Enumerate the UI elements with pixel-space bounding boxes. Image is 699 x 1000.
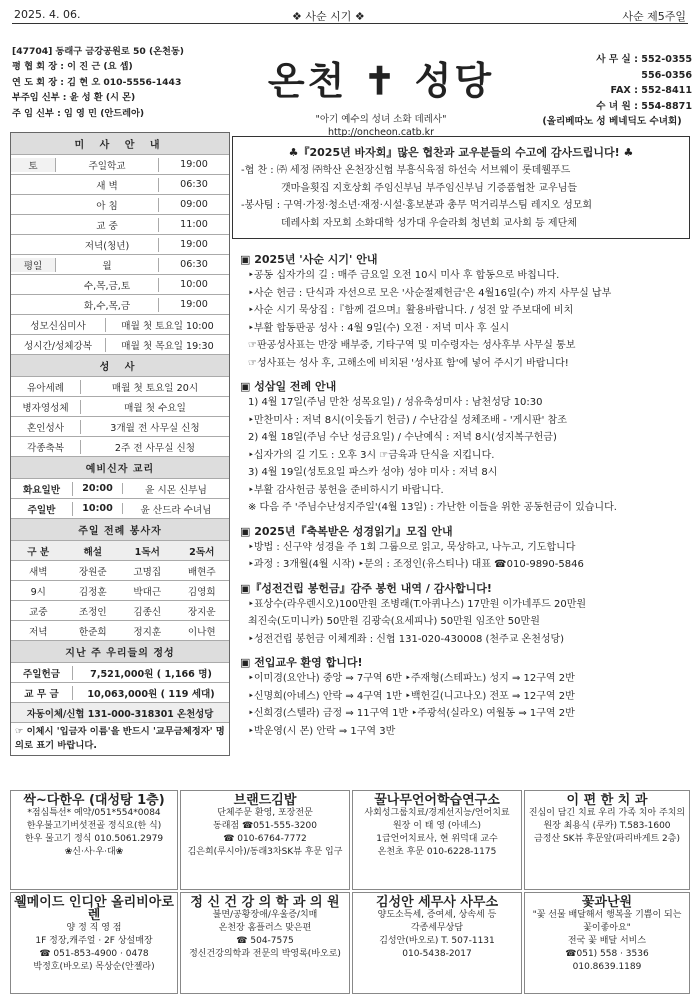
sacrament-name: 혼인성사 [11,420,81,434]
header-bar [12,4,688,24]
notice-line: ☞성사표는 성사 후, 고해소에 비치된 '성사표 함'에 넣어 주시기 바랍니다! [248,357,569,369]
offering-row [11,683,229,703]
notice-line: 1) 4월 17일(주님 만찬 성목요일) / 성유축성미사 : 남천성당 10:30 [248,397,543,408]
sacrament-name: 유아세례 [11,380,81,394]
mass-time: 11:00 [180,219,208,230]
thanks-line: -봉사팀 : 구역·가정·청소년·재정·시설·홍보분과 총무 먹거리부스팀 레지오 성모회 [241,200,593,211]
sacrament-row [11,397,229,417]
offering-label: 주일헌금 [11,666,73,680]
mass-name: 월 [56,258,159,272]
offering-label: 교 무 금 [11,686,73,700]
ad-line: 한우 물고기 정식 010.5061.2979 [24,834,164,844]
ad-title: 정 신 건 강 의 학 과 의 원 [190,895,340,910]
ad-line: 온천장 홈플러스 맞은편 [218,923,312,933]
servers-col-head: 해설 [83,546,103,558]
pastor: 주 임 신부 : 임 영 민 (안드레아) [12,107,145,119]
mass-time: 19:00 [180,239,208,250]
mass-row [11,295,229,315]
ad-line: 금정산 SK뷰 후문앞(파리바게트 2층) [534,834,680,844]
thanks-line: 데레사회 자모회 소화대학 성가대 우슬라회 청년회 교사회 등 제단체 [281,217,577,229]
thanks-line: -협 찬 : ㈜ 세정 ㈜학산 온천장신협 부흥식육점 하선숙 서브웨이 롯데웰푸드 [241,165,571,176]
thanks-line: 갯마을횟집 지호상회 주임신부님 부주임신부님 기증품협찬 교우님들 [281,182,578,194]
mass-time: 06:30 [180,259,208,270]
ad-line: 양 정 직 영 점 [66,923,122,933]
catechumen-row [11,479,229,499]
catechumen-class: 주일반 [11,502,73,516]
servers-header [11,541,229,561]
ad-line: 불면/공황장애/우울증/치매 [212,910,318,920]
ad-box [352,790,522,890]
ad-line: 김은희(루시아)/동래3차SK뷰 후문 입구 [187,847,343,857]
servers-cell: 교중 [28,606,48,618]
mass-title: 미 사 안 내 [11,133,229,155]
mass-day: 토 [11,158,56,172]
sacrament-value: 2주 전 사무실 신청 [114,442,196,454]
offering-value: 10,063,000원 ( 119 세대) [87,688,215,700]
ad-line: 사회성그룹치료/경계선지능/언어치료 [364,808,510,818]
mass-name: 새 벽 [56,178,159,192]
servers-cell: 고명집 [133,566,162,578]
notice-line: ‣신희경(스텔라) 금정 ⇒ 11구역 1반 ‣주광석(실라오) 여월동 ⇒ 1구역 2반 [248,708,575,719]
ad-line: 김성안(바오로) T. 507-1131 [379,936,495,946]
notice-line: ‣이미경(요안나) 중앙 ⇒ 7구역 6반 ‣주재형(스테파노) 성지 ⇒ 12구역 2반 [248,673,575,684]
mass-time: 06:30 [180,179,208,190]
notice-line: ‣과정 : 3개월(4월 시작) ‣문의 : 조정인(유스티나) 대표 ☎010-9890-5846 [248,559,584,570]
servers-title: 주일 전례 봉사자 [11,519,229,541]
notice-line: 3) 4월 19일(성토요일 파스카 성야) 성야 미사 : 저녁 8시 [248,467,498,478]
notice-section [240,523,686,574]
ad-box [180,790,350,890]
notice-title: ▣ 2025년 '사순 시기' 안내 [240,253,378,266]
office-phone: 사 무 실 : 552-0355 [596,54,692,65]
notice-line: ‣사순 헌금 : 단식과 자선으로 모은 '사순절제헌금'은 4월16일(수) 까지 사무실 납부 [248,287,612,299]
ad-line: 동래점 ☎051-555-3200 [213,821,317,831]
servers-row [11,621,229,641]
mass-name: 아 침 [56,198,159,212]
ad-title: 꿀나무언어학습연구소 [374,793,500,808]
mass-row [11,255,229,275]
ad-line: *점심특선* 예약/051*554*0084 [27,808,161,818]
ad-line: "꽃 선물 배달해서 행복을 기쁨이 되는 꽃이좋아요" [532,910,682,933]
chairman: 연 도 회 장 : 김 현 오 010-5556-1443 [12,76,182,88]
season-label: ❖ 사순 시기 ❖ [292,10,365,23]
sacrament-value: 3개월 전 사무실 신청 [110,422,200,434]
sacrament-name: 병자영성체 [11,400,81,414]
servers-cell: 김종신 [133,606,162,618]
servers-cell: 김영희 [187,586,216,598]
notice-line: ‣부활 감사헌금 봉헌을 준비하시기 바랍니다. [248,484,444,496]
ad-title: 웰메이드 인디안 올리비아로렌 [14,895,174,923]
mass-time: 10:00 [180,279,208,290]
ad-line: 단체주문 환영, 포장전문 [217,808,313,818]
ad-line: 각종세무상담 [410,923,464,933]
ad-line: ☎051) 558 · 3536 [565,949,649,959]
office-phone-2: 556-0356 [641,69,692,81]
sacrament-name: 각종축복 [11,440,81,454]
thanks-box [232,136,690,239]
catechumen-time: 20:00 [73,483,123,494]
ad-line: 010.8639.1189 [572,962,642,972]
sacrament-row [11,417,229,437]
ad-line: 양도소득세, 증여세, 상속세 등 [377,910,497,920]
ad-line: 원장 최용식 (루카) T.583-1600 [543,821,671,831]
schedule-panel [10,132,230,756]
ad-line: 한우불고기버섯전골 정식요(한 식) [26,821,162,831]
ad-line: 진심이 담긴 치료 우리 가족 치아 주치의 [528,808,686,818]
notice-line: ‣성전건립 봉헌금 이체계좌 : 신협 131-020-430008 (천주교 온천성당) [248,633,565,645]
convent-name: (올리베따노 성 베네딕도 수녀회) [542,116,682,128]
servers-cell: 배현주 [187,566,216,578]
servers-row [11,561,229,581]
catechumen-teacher: 윤 산드라 수녀님 [140,504,212,516]
address: [47704] 동래구 금강공원로 50 (온천동) [12,46,184,57]
servers-cell: 정지훈 [133,626,162,638]
servers-row [11,601,229,621]
ad-title: 김성안 세무사 사무소 [375,895,499,910]
ad-title: 싹~다한우 (대성탕 1층) [23,793,165,808]
offering-title: 지난 주 우리들의 정성 [11,641,229,663]
servers-cell: 한준희 [78,626,107,638]
notice-line: ‣박운영(시 몬) 안락 ⇒ 1구역 3반 [248,725,396,737]
ad-box [524,790,690,890]
offering-row [11,663,229,683]
servers-cell: 9시 [30,586,46,598]
extra-label: 성모신심미사 [11,318,106,332]
mass-time: 09:00 [180,199,208,210]
mass-day: 평일 [11,258,56,272]
account-info: 자동이체/신협 131-000-318301 온천성당 [11,703,229,723]
fax: FAX : 552-8411 [610,85,692,97]
parish-url[interactable]: http://oncheon.catb.kr [327,127,435,138]
mass-name: 수,목,금,토 [56,278,159,292]
servers-cell: 장지운 [187,606,216,618]
mass-name: 화,수,목,금 [56,298,159,312]
sacrament-row [11,437,229,457]
notice-line: ‣공동 십자가의 길 : 매주 금요일 오전 10시 미사 후 합동으로 바칩니다. [248,270,560,281]
mass-time: 19:00 [180,159,208,170]
notice-title: ▣ 2025년『축복받은 성경읽기』모집 안내 [240,524,453,538]
notice-section [240,251,686,372]
week-label: 사순 제5주일 [622,10,686,23]
notice-title: ▣ 성삼일 전례 안내 [240,380,337,393]
mass-row [11,275,229,295]
ad-title: 브랜드김밥 [233,793,297,808]
servers-cell: 조정인 [78,606,107,618]
catechumen-teacher: 윤 시몬 신부님 [145,484,207,496]
parish-info [12,44,238,121]
ad-line: ☎ 010-6764-7772 [223,834,307,844]
servers-cell: 저녁 [28,626,48,638]
notices-panel [232,136,690,786]
ad-line: 박정호(바오로) 목상순(안젤라) [33,962,155,972]
notice-section [240,580,686,649]
mass-row [11,215,229,235]
notice-line: 최진숙(도미니카) 50만원 김광숙(요세피나) 50만원 임조안 50만원 [248,616,540,627]
catechumen-time: 10:00 [73,503,123,514]
servers-row [11,581,229,601]
assistant-priest: 부주임 신부 : 윤 성 환 (시 몬) [12,92,136,104]
transfer-note: ☞ 이체시 '입금자 이름'을 반드시 '교무금체정자' 명의로 표기 바랍니다. [15,726,225,751]
parish-tagline: "아기 예수의 성녀 소화 데레사" [315,114,447,125]
ad-box [180,892,350,994]
notice-line: ‣만찬미사 : 저녁 8시(이웃돕기 헌금) / 수난감실 성체조배 - '게시판' 참조 [248,414,567,426]
catechumen-row [11,499,229,519]
servers-cell: 새벽 [28,566,48,578]
ad-box [10,790,178,890]
servers-col-head: 구 분 [27,546,50,558]
notice-title: ▣『성전건립 봉헌금』감주 봉헌 내역 / 감사합니다! [240,581,492,595]
ad-line: 원장 이 태 영 (아녜스) [392,821,482,831]
sacrament-value: 매월 첫 수요일 [124,402,186,414]
thanks-title: ♣『2025년 바자회』많은 협찬과 교우분들의 수고에 감사드립니다! ♣ [288,146,634,159]
extra-value: 매월 첫 목요일 19:30 [121,340,214,352]
catechumen-title: 예비신자 교리 [11,457,229,479]
sacrament-title: 성 사 [11,355,229,377]
ad-line: ❀신·사·우·대❀ [64,847,124,857]
issue-date: 2025. 4. 06. [14,8,81,21]
mass-name: 교 중 [56,218,159,232]
mass-time: 19:00 [180,299,208,310]
ad-line: ☎ 051-853-4900 · 0478 [39,949,149,959]
notice-line: ‣십자가의 길 기도 : 오후 3시 ☞금육과 단식을 지킵니다. [248,449,495,461]
notice-section [240,378,686,517]
notice-section [240,654,686,740]
mass-row [11,155,229,175]
ad-line: 전국 꽃 배달 서비스 [567,936,647,946]
ad-line: 010-5438-2017 [402,949,472,959]
notice-line: ‣방법 : 신구약 성경을 주 1회 그룹으로 읽고, 묵상하고, 나누고, 기도합니다 [248,541,576,553]
notice-line: ☞판공성사표는 반장 배부중, 기타구역 및 미수령자는 성사후부 사무실 통보 [248,340,576,351]
ad-title: 꽃과난원 [581,895,633,910]
ad-title: 이 편 한 치 과 [566,793,648,808]
notice-line: ‣신명희(아녜스) 안락 ⇒ 4구역 1반 ‣백헌길(니고나오) 전포 ⇒ 12구역 2반 [248,690,575,702]
president: 평 협 회 장 : 이 진 근 (요 셉) [12,61,133,73]
mass-name: 저녁(청년) [56,238,159,252]
offering-value: 7,521,000원 ( 1,166 명) [90,668,212,680]
ad-box [352,892,522,994]
extra-label: 성시간/성체강복 [11,338,106,352]
notice-line: ‣부활 합동판공 성사 : 4월 9일(수) 오전 · 저녁 미사 후 실시 [248,322,510,334]
mass-row [11,195,229,215]
servers-cell: 김정훈 [78,586,107,598]
mass-name: 주일학교 [56,158,159,172]
sacrament-row [11,377,229,397]
ad-line: 1F 정장,캐주얼 · 2F 상설매장 [35,936,153,946]
parish-logo [244,42,518,138]
sacrament-value: 매월 첫 토요일 20시 [111,382,199,394]
ad-box [10,892,178,994]
parish-name: 온천 ✝ 성당 [267,58,495,103]
ad-line: ☎ 504-7575 [236,936,294,946]
servers-cell: 이나현 [187,626,216,638]
notice-line: ‣사순 시기 묵상집 :『함께 걸으며』활용바랍니다. / 성전 앞 주보대에 비치 [248,305,574,316]
notice-title: ▣ 전입교우 환영 합니다! [240,656,363,669]
servers-col-head: 2독서 [189,546,215,558]
convent-phone: 수 녀 원 : 554-8871 [596,100,692,112]
ad-line: 온천초 후문 010-6228-1175 [377,847,497,857]
servers-cell: 장원준 [78,566,107,578]
servers-cell: 박대근 [133,586,162,598]
contacts [532,52,692,130]
extra-value: 매월 첫 토요일 10:00 [121,320,214,332]
notice-line: 2) 4월 18일(주님 수난 성금요일) / 수난예식 : 저녁 8시(성지복구헌금) [248,432,557,443]
ad-line: 정신건강의학과 전문의 박영록(바오로) [189,949,341,959]
servers-col-head: 1독서 [134,546,160,558]
catechumen-class: 화요일반 [11,482,73,496]
mass-row [11,175,229,195]
ad-line: 1급언어치료사, 현 위덕대 교수 [376,834,498,844]
notice-line: ※ 다음 주 '주님수난성지주일'(4월 13일) : 가난한 이들을 위한 공동헌금이 있습니다. [248,502,617,513]
notice-line: ‣표상수(라우렌시오)100만원 조병래(T.아퀴나스) 17만원 이가네푸드 20만원 [248,598,587,610]
ads-section [10,790,690,994]
mass-row [11,235,229,255]
ad-box [524,892,690,994]
